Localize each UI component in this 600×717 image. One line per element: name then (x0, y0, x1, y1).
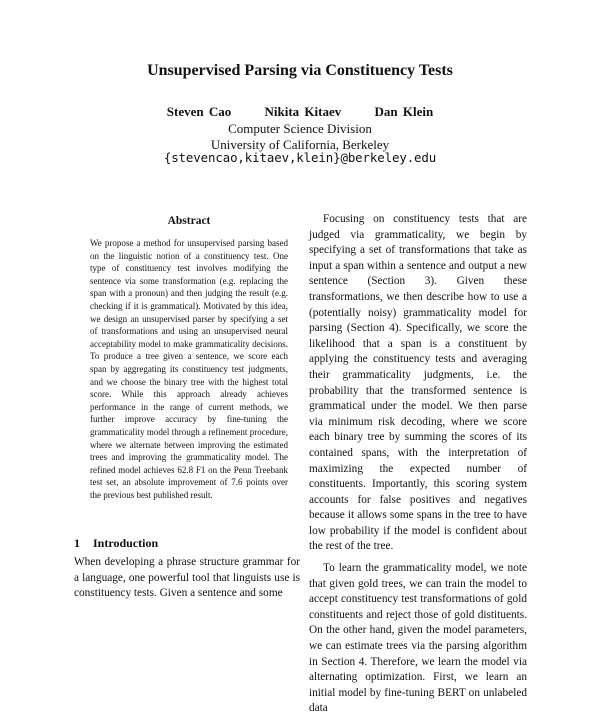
author-name: Steven Cao (166, 104, 232, 119)
author-emails: {stevencao,kitaev,klein}@berkeley.edu (163, 150, 437, 165)
body-paragraph: Focusing on constituency tests that are judged via grammaticality, we begin by specifying a set of transformations that take as input a span within a sentence and output a new sentence (Section 3). Given these transformations, we then describe how to use a (potentially noisy) grammaticality model for parsing (Section 4). Specifically, we score the likelihood that a span is a constituent by applying the constituency tests and averaging their grammaticality judgments, i.e. the probability that the transformed sentence is grammatical under the model. We then parse via minimum risk decoding, where we score each binary tree by summing the scores of its contained spans, with the interpretation of maximizing the expected number of constituents. Importantly, this scoring system accounts for false positives and negatives because it allows some spans in the tree to have low probability if the model is confident about the rest of the tree. (309, 213, 527, 553)
abstract-body: We propose a method for unsupervised parsing based on the linguistic notion of a constituency test. One type of constituency test involves modifying the sentence via some transformation (e.g. replacing the span with a pronoun) and then judging the result (e.g. checking if it is grammatical). Motivated by this idea, we design an unsupervised parser by specifying a set of transformations and using an unsupervised neural acceptability model to make grammaticality decisions. To produce a tree given a sentence, we score each span by aggregating its constituency test judgments, and we choose the binary tree with the highest total score. While this approach already achieves performance in the range of current methods, we further improve accuracy by fine-tuning the grammaticality model through a refinement procedure, where we alternate between improving the estimated trees and improving the grammaticality model. The refined model achieves 62.8 F1 on the Penn Treebank test set, an absolute improvement of 7.6 points over the previous best published result. (90, 238, 288, 500)
affiliation-university: University of California, Berkeley (210, 137, 390, 152)
right-column (309, 212, 527, 717)
author-list (0, 104, 600, 120)
paper-title: Unsupervised Parsing via Constituency Tests (147, 62, 453, 79)
introduction-paragraph: When developing a phrase structure grammar for a language, one powerful tool that linguists use is constituency tests. Given a sentence and some (74, 556, 300, 599)
affiliation-department: Computer Science Division (228, 121, 372, 136)
section-title: Introduction (93, 536, 159, 550)
author-name: Nikita Kitaev (264, 104, 342, 119)
abstract-heading: Abstract (167, 215, 211, 227)
section-heading-introduction (74, 536, 158, 551)
body-paragraph: To learn the grammaticality model, we note that given gold trees, we can train the model to accept constituency test transformations of gold constituents and reject those of gold distituents. On the other hand, given the model parameters, we can estimate trees via the parsing algorithm in Section 4. Therefore, we learn the model via alternating optimization. First, we learn an initial model by fine-tuning BERT on unlabeled data (309, 562, 527, 715)
author-name: Dan Klein (374, 104, 434, 119)
section-number: 1 (74, 536, 80, 550)
